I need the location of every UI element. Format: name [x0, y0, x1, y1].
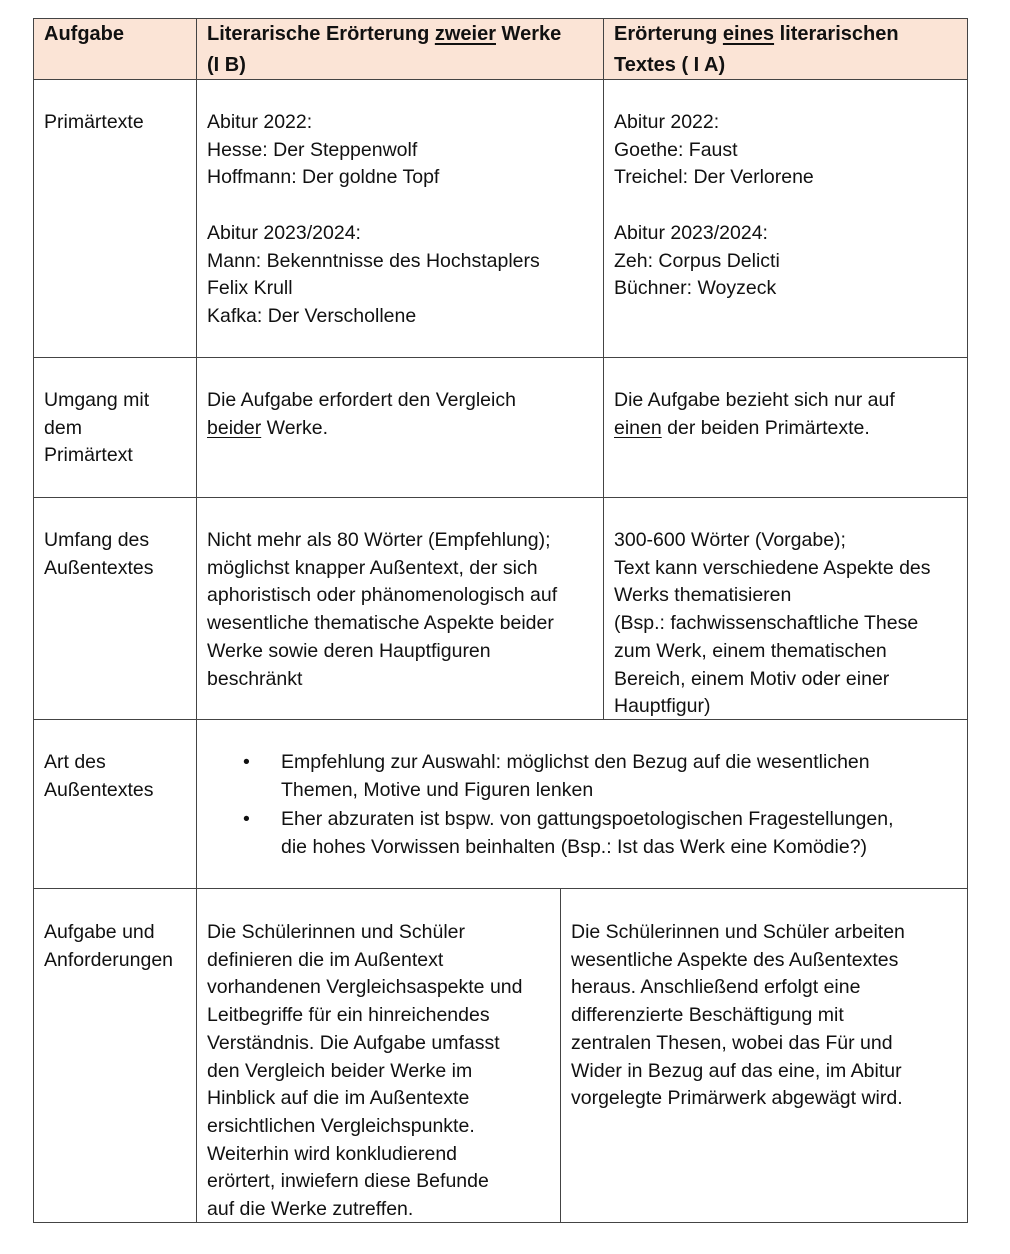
text-line: Umgang mit — [44, 389, 150, 411]
text-line: zentralen Thesen, wobei das Für und — [571, 1031, 893, 1054]
text-line: Nicht mehr als 80 Wörter (Empfehlung); — [207, 529, 551, 551]
text-line: ersichtlichen Vergleichspunkte. — [207, 1114, 475, 1137]
header-ib-text-post: Werke — [496, 23, 562, 45]
text-line: Art des — [44, 751, 106, 773]
text-line: heraus. Anschließend erfolgt eine — [571, 976, 861, 999]
text-line: möglichst knapper Außentext, der sich — [207, 556, 538, 579]
text-line: Die Schülerinnen und Schüler arbeiten — [571, 921, 905, 943]
text-line: Hinblick auf die im Außentexte — [207, 1087, 470, 1110]
header-ib-text: Literarische Erörterung — [207, 23, 435, 45]
row-aufgabe-label — [34, 919, 183, 974]
text-line: vorgelegte Primärwerk abgewägt wird. — [571, 1087, 903, 1110]
text-line: Die Aufgabe erfordert den Vergleich — [207, 389, 516, 411]
text-line: Die Aufgabe bezieht sich nur auf — [614, 389, 895, 411]
text-line: • Empfehlung zur Auswahl: möglichst den Bezug auf die wesentlichen — [281, 751, 870, 773]
row-umgang-ib — [197, 387, 526, 442]
header-ib-underlined: zweier — [434, 23, 496, 45]
text-line: Leitbegriffe für ein hinreichendes — [207, 1004, 490, 1027]
table-border-row5 — [33, 888, 968, 889]
row-art-label — [34, 749, 163, 804]
spacer — [614, 192, 814, 220]
list-item — [207, 749, 894, 804]
row-umfang-ib — [197, 527, 567, 693]
text-line: 300-600 Wörter (Vorgabe); — [614, 529, 846, 551]
text-line: Primärtext — [44, 444, 133, 467]
text-line: Zeh: Corpus Delicti — [614, 249, 780, 272]
text-line: Wider in Bezug auf das eine, im Abitur — [571, 1059, 902, 1082]
text-line: Themen, Motive und Figuren lenken — [281, 778, 594, 801]
text-line: Felix Krull — [207, 277, 293, 300]
text-line: Werke. — [261, 416, 329, 439]
text-line: aphoristisch oder phänomenologisch auf — [207, 584, 558, 607]
text-line: Büchner: Woyzeck — [614, 277, 777, 300]
underlined-word: beider — [207, 416, 262, 439]
text-line: Text kann verschiedene Aspekte des — [614, 556, 931, 579]
text-line: zum Werk, einem thematischen — [614, 639, 887, 662]
text-line: differenzierte Beschäftigung mit — [571, 1004, 844, 1027]
row-primaertexte-ib — [197, 109, 550, 331]
text-line: Kafka: Der Verschollene — [207, 304, 417, 327]
text-line: Goethe: Faust — [614, 138, 738, 161]
text-line: beschränkt — [207, 667, 303, 690]
spacer — [207, 192, 540, 220]
row-umgang-ia — [604, 387, 905, 442]
text-line: Werke sowie deren Hauptfiguren — [207, 639, 491, 662]
text-line: Anforderungen — [44, 948, 174, 971]
text-line: Hauptfigur) — [614, 695, 711, 718]
text-line: den Vergleich beider Werke im — [207, 1059, 473, 1082]
header-ia-text: Erörterung — [614, 23, 723, 45]
text-line: die hohes Vorwissen beinhalten (Bsp.: Ist das Werk eine Komödie?) — [281, 836, 868, 859]
row-umgang-label — [34, 387, 159, 470]
table-border-row3 — [33, 497, 968, 498]
text-line: vorhandenen Vergleichsaspekte und — [207, 976, 523, 999]
text-line: Treichel: Der Verlorene — [614, 166, 814, 189]
row-aufgabe-ia — [561, 919, 915, 1113]
text-line: Die Schülerinnen und Schüler — [207, 921, 465, 943]
text-line: Abitur 2022: — [207, 111, 313, 133]
bullet-list — [207, 749, 894, 862]
header-ib-line2: (I B) — [207, 54, 246, 76]
text-line: wesentliche thematische Aspekte beider — [207, 612, 554, 635]
header-aufgabe-label: Aufgabe — [44, 23, 124, 45]
table-border-left — [33, 18, 34, 1223]
row-label-text: Primärtexte — [44, 111, 144, 133]
text-line: • Eher abzuraten ist bspw. von gattungspoetologischen Fragestellungen, — [281, 808, 894, 831]
row-primaertexte-ia — [604, 109, 824, 303]
row-umfang-label — [34, 527, 163, 582]
row-aufgabe-ib — [197, 919, 533, 1224]
text-line: Werks thematisieren — [614, 584, 792, 607]
underlined-word: einen — [614, 416, 662, 439]
text-line: Mann: Bekenntnisse des Hochstaplers — [207, 249, 540, 272]
header-ia-line2: Textes ( I A) — [614, 54, 726, 76]
text-line: auf die Werke zutreffen. — [207, 1198, 414, 1221]
table-border-right — [967, 18, 968, 1223]
header-aufgabe — [34, 19, 134, 50]
row-umfang-ia — [604, 527, 941, 721]
table-border-row2 — [33, 357, 968, 358]
text-line: erörtert, inwiefern diese Befunde — [207, 1170, 489, 1193]
text-line: Außentextes — [44, 778, 154, 801]
header-ia-underlined: eines — [722, 23, 775, 45]
text-line: Hoffmann: Der goldne Topf — [207, 166, 440, 189]
text-line: Hesse: Der Steppenwolf — [207, 138, 418, 161]
text-line: wesentliche Aspekte des Außentextes — [571, 948, 899, 971]
text-line: (Bsp.: fachwissenschaftliche These — [614, 612, 919, 635]
header-ib — [197, 19, 571, 81]
text-line: Abitur 2023/2024: — [207, 221, 361, 244]
text-line: Abitur 2022: — [614, 111, 720, 133]
text-line: Verständnis. Die Aufgabe umfasst — [207, 1031, 500, 1054]
list-item — [207, 806, 894, 861]
text-line: der beiden Primärtexte. — [661, 416, 870, 439]
text-line: Außentextes — [44, 556, 154, 579]
text-line: definieren die im Außentext — [207, 948, 444, 971]
text-line: Umfang des — [44, 529, 150, 551]
header-ia — [604, 19, 909, 81]
header-ia-text-post: literarischen — [774, 23, 899, 45]
text-line: Aufgabe und — [44, 921, 155, 943]
text-line: Bereich, einem Motiv oder einer — [614, 667, 890, 690]
text-line: Weiterhin wird konkludierend — [207, 1142, 458, 1165]
row-primaertexte-label — [34, 109, 154, 137]
row-art-content — [197, 749, 904, 862]
text-line: dem — [44, 416, 82, 439]
text-line: Abitur 2023/2024: — [614, 221, 768, 244]
